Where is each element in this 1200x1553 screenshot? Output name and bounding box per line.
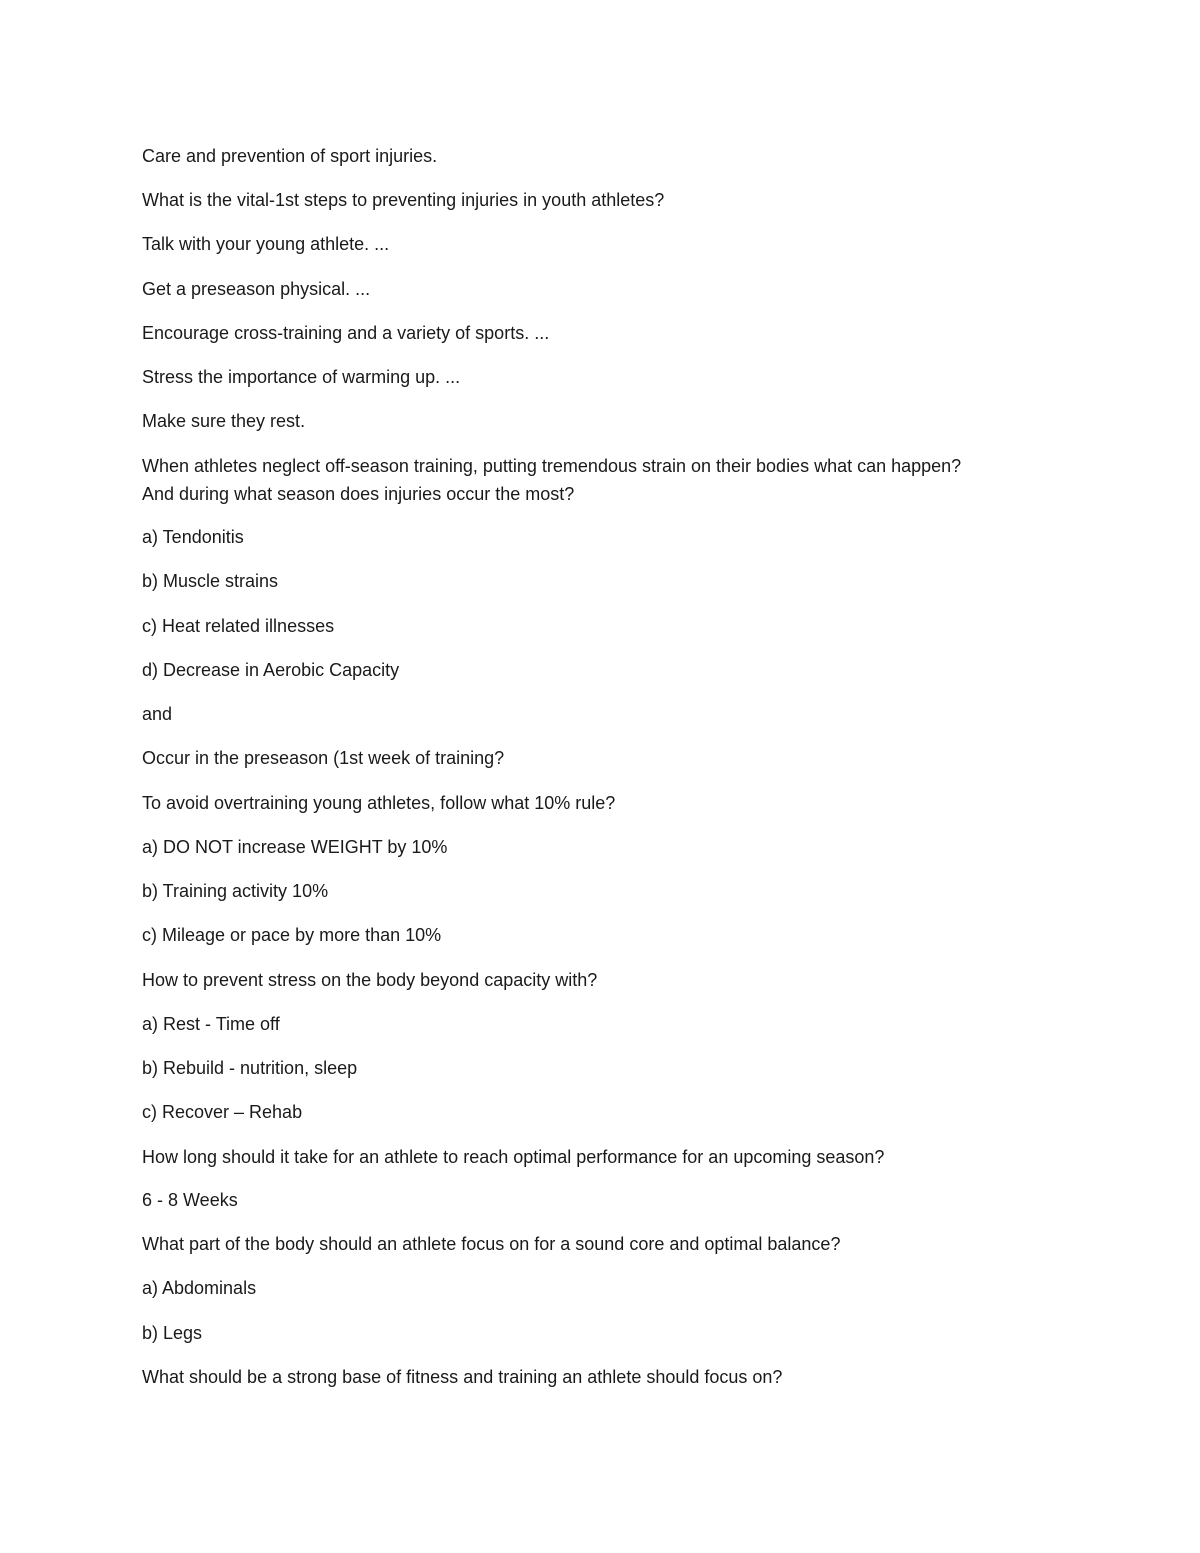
- answer-option: b) Training activity 10%: [142, 881, 329, 901]
- answer-option: b) Muscle strains: [142, 571, 279, 591]
- question-text: How long should it take for an athlete to reach optimal performance for an upcoming season?: [142, 1147, 885, 1167]
- list-item: Encourage cross-training and a variety of sports. ...: [142, 323, 550, 343]
- answer-option: a) Abdominals: [142, 1278, 257, 1298]
- answer-option: a) Rest - Time off: [142, 1014, 280, 1034]
- question-text: What should be a strong base of fitness and training an athlete should focus on?: [142, 1367, 783, 1387]
- question-text: What part of the body should an athlete focus on for a sound core and optimal balance?: [142, 1234, 841, 1254]
- question-text: When athletes neglect off-season training, putting tremendous strain on their bodies what can happen?: [142, 456, 962, 476]
- answer-option: c) Mileage or pace by more than 10%: [142, 925, 442, 945]
- question-text: To avoid overtraining young athletes, follow what 10% rule?: [142, 793, 616, 813]
- list-item: Get a preseason physical. ...: [142, 279, 371, 299]
- answer-option: b) Legs: [142, 1323, 203, 1343]
- answer-option: c) Heat related illnesses: [142, 616, 335, 636]
- answer-option: c) Recover – Rehab: [142, 1102, 303, 1122]
- answer-text: 6 - 8 Weeks: [142, 1190, 238, 1210]
- list-item: Stress the importance of warming up. ...: [142, 367, 461, 387]
- answer-option: b) Rebuild - nutrition, sleep: [142, 1058, 358, 1078]
- answer-text: Occur in the preseason (1st week of training?: [142, 748, 505, 768]
- answer-option: a) Tendonitis: [142, 527, 244, 547]
- answer-option: a) DO NOT increase WEIGHT by 10%: [142, 837, 448, 857]
- question-text: What is the vital-1st steps to preventing injuries in youth athletes?: [142, 190, 665, 210]
- list-item: Talk with your young athlete. ...: [142, 234, 390, 254]
- question-text: How to prevent stress on the body beyond capacity with?: [142, 970, 598, 990]
- answer-option: d) Decrease in Aerobic Capacity: [142, 660, 400, 680]
- answer-text: and: [142, 704, 173, 724]
- document-title: Care and prevention of sport injuries.: [142, 146, 438, 166]
- list-item: Make sure they rest.: [142, 411, 306, 431]
- question-text: And during what season does injuries occur the most?: [142, 484, 575, 504]
